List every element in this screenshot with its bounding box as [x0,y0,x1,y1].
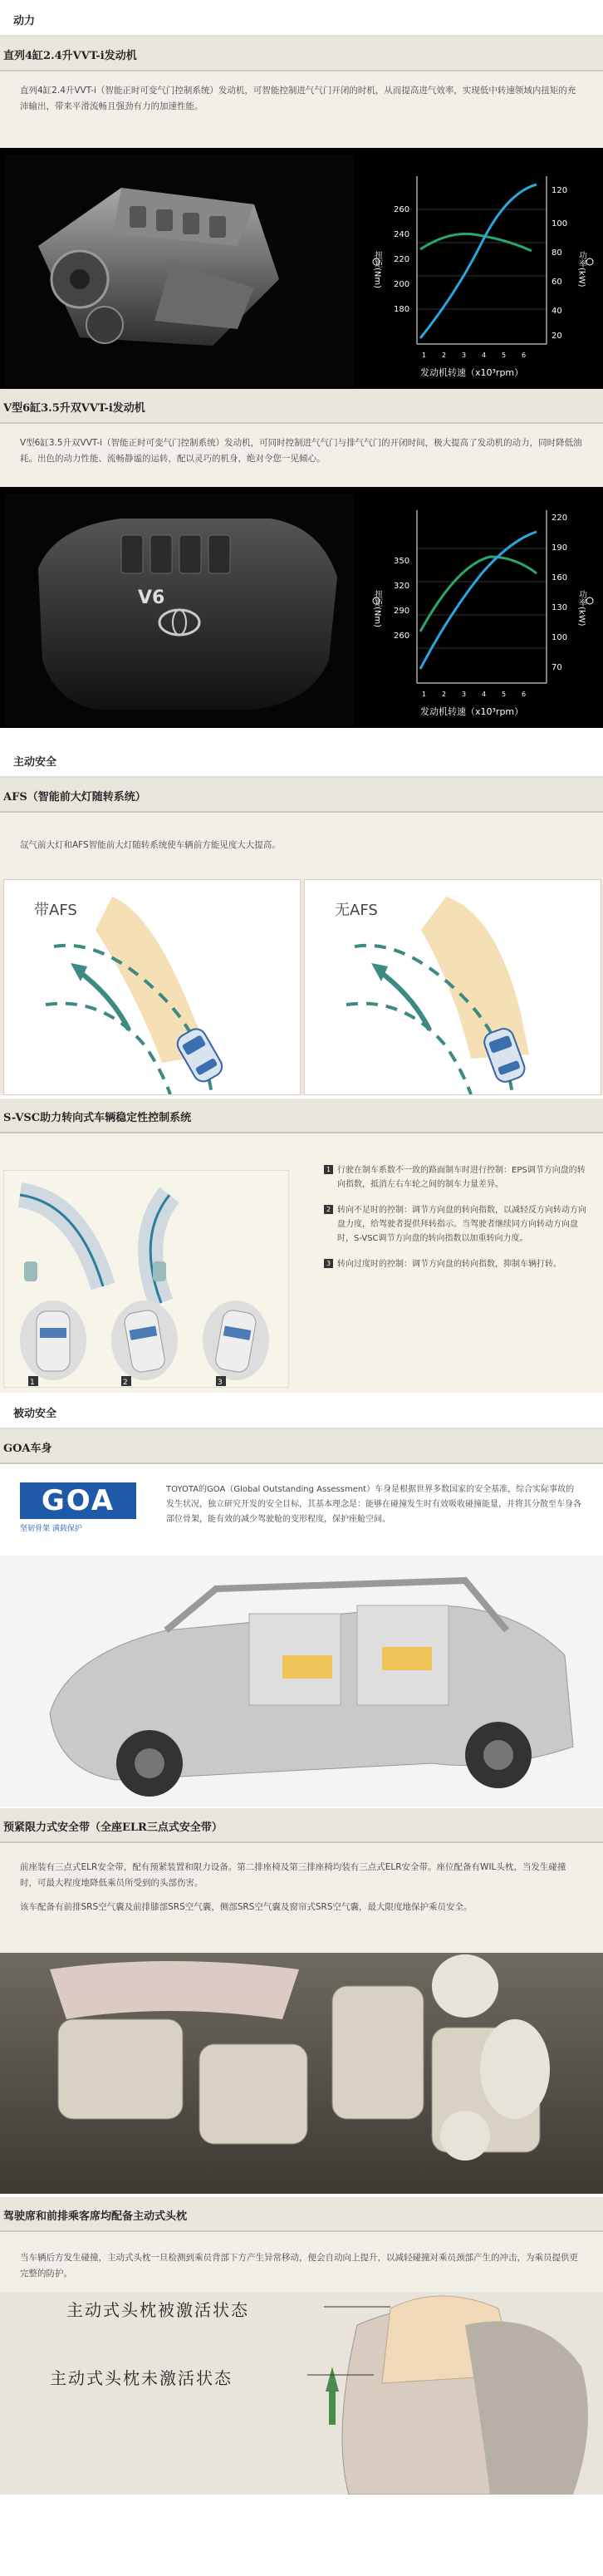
vsc-item-num: 1 [324,1165,333,1174]
e2-left-tick: 320 [394,582,410,591]
vsc-item-text: 转向过度时的控制：调节方向盘的转向指数，抑制车辆打转。 [337,1260,561,1269]
e1-right-tick: 80 [552,248,562,258]
e1-x-tick: 6 [522,351,527,359]
e2-right-tick: 220 [552,514,568,523]
headrest-diagram [0,2292,603,2495]
e1-x-tick: 2 [442,351,447,359]
e2-left-tick: 290 [394,607,410,616]
goa-block [0,1464,603,1556]
afs-with-arrow-icon [79,971,129,1030]
headrest-title: 驾驶席和前排乘客席均配备主动式头枕 [0,2197,603,2232]
e2-x-tick: 6 [522,691,527,698]
vsc-item [324,1163,590,1192]
section-header-active-safety: 主动安全 [0,741,603,778]
goa-desc-text: TOYOTA的GOA（Global Outstanding Assessment）车身是根据世界多数国家的安全基准，综合实际事故的发生状况，独立研究开发的安全目标，其基本理念是：能够在碰撞发生时有效吸收碰撞能量，并将其分散至车身各部位骨架，能有效的减少驾驶舱的变形程度，保护座舱空间。 [166,1485,581,1524]
e1-x-tick: 3 [462,351,467,359]
headrest-inactive-label: 主动式头枕未激活状态 [50,2368,233,2388]
e2-left-tick: 350 [394,557,410,566]
afs-with-diagram [4,880,300,1094]
afs-without-arrow-icon [380,971,429,1030]
headrest-description [0,2232,603,2292]
afs-description [0,813,603,879]
vsc-car-num: 2 [123,1379,128,1387]
e1-left-tick: 260 [394,205,410,214]
afs-diagram-panel [0,879,603,1095]
vsc-panel [0,1133,603,1393]
e1-left-tick: 220 [394,255,410,264]
e1-x-label: 发动机转速（x10³rpm） [420,367,524,378]
engine2-description [0,424,603,487]
engine2-desc-text: V型6缸3.5升双VVT-i（智能正时可变气门控制系统）发动机，可同时控制进气气门与排气气门的开闭时间，极大提高了发动机的动力，同时降低油耗。出色的动力性能、流畅静谧的运转，配以灵巧的机身，绝对令您一见倾心。 [20,438,582,464]
e1-right-tick: 100 [552,219,568,229]
e1-torque-curve [420,234,532,251]
vsc-item-text: 行驶在制车系数不一致的路面制车时进行控制：EPS调节方向盘的转向指数，抵消左右车轮之间的制车力量差异。 [337,1166,586,1189]
headrest-active-label: 主动式头枕被激活状态 [66,2300,249,2320]
e2-x-tick: 4 [482,691,487,698]
e1-x-tick: 5 [502,351,507,359]
goa-logo-sub: 坚韧骨架 满载保护 [20,1525,82,1533]
e2-torque-curve [420,557,537,632]
afs-with-label: 带AFS [34,902,77,919]
engine2-image [5,494,354,726]
e1-right-tick: 40 [552,307,562,316]
afs-desc-text: 氙气前大灯和AFS智能前大灯随转系统使车辆前方能见度大大提高。 [20,840,281,850]
afs-without-diagram [305,880,601,1094]
engine1-image [5,155,354,387]
e2-left-tick: 260 [394,632,410,641]
e2-right-label: 功率(kW) [576,590,586,627]
engine2-title: V型6缸3.5升双VVT-i发动机 [0,389,603,424]
e1-x-tick: 4 [482,351,487,359]
e1-right-label: 功率(kW) [576,251,586,288]
e2-right-tick: 100 [552,633,568,642]
goa-title: GOA车身 [0,1429,603,1464]
e1-x-tick: 1 [422,351,427,359]
vsc-diagram [3,1170,289,1388]
belts-desc1: 前座装有三点式ELR安全带，配有预紧装置和限力设备。第二排座椅及第三排座椅均装有三点式ELR安全带。座位配备有WIL头枕，当发生碰撞时，可最大程度地降低乘员所受到的头部伤害。 [20,1862,566,1888]
headrest-desc-text: 当车辆后方发生碰撞，主动式头枕一旦检测到乘员背部下方产生异常移动，便会自动向上提升，以减轻碰撞对乘员颈部产生的冲击，为乘员提供更完整的防护。 [20,2253,578,2279]
e2-right-tick: 130 [552,603,568,612]
e1-left-label: 扭矩(Nm) [372,251,382,289]
e2-x-tick: 3 [462,691,467,698]
goa-logo-text: GOA [20,1482,136,1519]
engine1-title: 直列4缸2.4升VVT-i发动机 [0,37,603,71]
e1-right-tick: 60 [552,278,562,287]
e2-x-tick: 1 [422,691,427,698]
section-header-power: 动力 [0,0,603,37]
e1-left-tick: 240 [394,230,410,239]
vsc-item [324,1257,590,1271]
e2-right-tick: 190 [552,543,568,553]
vsc-car-num: 3 [218,1379,223,1387]
engine1-chart [365,151,603,386]
engine2-panel [0,487,603,728]
interior-airbags-image [0,1953,603,2194]
e2-left-label: 扭矩(Nm) [372,590,382,628]
afs-without-label: 无AFS [335,902,378,919]
engine1-panel [0,148,603,389]
vsc-title: S-VSC助力转向式车辆稳定性控制系统 [0,1099,603,1133]
section-header-passive-safety: 被动安全 [0,1393,603,1429]
afs-title: AFS（智能前大灯随转系统） [0,778,603,813]
vsc-car-small-icon [24,1261,37,1281]
e1-left-tick: 180 [394,305,410,314]
v6-badge: V6 [138,587,165,608]
e2-x-tick: 2 [442,691,447,698]
vsc-car-num: 1 [30,1379,35,1387]
afs-without-panel [304,879,601,1095]
belts-title: 预紧限力式安全带（全座ELR三点式安全带） [0,1808,603,1843]
e2-right-tick: 160 [552,573,568,583]
vsc-list [324,1163,590,1283]
e1-right-tick: 20 [552,332,562,341]
e2-x-tick: 5 [502,691,507,698]
e1-right-tick: 120 [552,186,568,195]
vsc-item-num: 2 [324,1205,333,1214]
engine2-chart [365,490,603,725]
afs-with-panel [3,879,301,1095]
e2-x-label: 发动机转速（x10³rpm） [420,706,524,717]
vsc-item-num: 3 [324,1259,333,1268]
belts-desc2: 该车配备有前排SRS空气囊及前排膝部SRS空气囊，侧部SRS空气囊及窗帘式SRS空气囊，最大限度地保护乘员安全。 [20,1901,473,1912]
vsc-item-text: 转向不足时的控制：调节方向盘的转向指数，以减轻反方向转动方向盘力度，给驾驶者提供拜转指示。当驾驶者继续同方向转动方向盘时，S-VSC调节方向盘的转向指数以加重转向力度。 [337,1206,586,1243]
goa-logo [20,1482,136,1541]
vsc-car-small-icon [153,1261,166,1281]
engine1-desc-text: 直列4缸2.4升VVT-i（智能正时可变气门控制系统）发动机，可智能控制进气气门开闭的时机，从而提高进气效率，实现低中转速领域内扭矩的充沛输出，带来平滑流畅且强劲有力的加速性能。 [20,86,576,111]
e2-right-tick: 70 [552,663,562,672]
goa-body-image [0,1556,603,1807]
e1-power-curve [420,184,537,338]
vsc-item [324,1203,590,1246]
e1-power-marker-icon [586,258,593,265]
belts-description [0,1843,603,1953]
engine1-description [0,71,603,148]
e2-power-marker-icon [586,597,593,604]
e1-left-tick: 200 [394,280,410,289]
